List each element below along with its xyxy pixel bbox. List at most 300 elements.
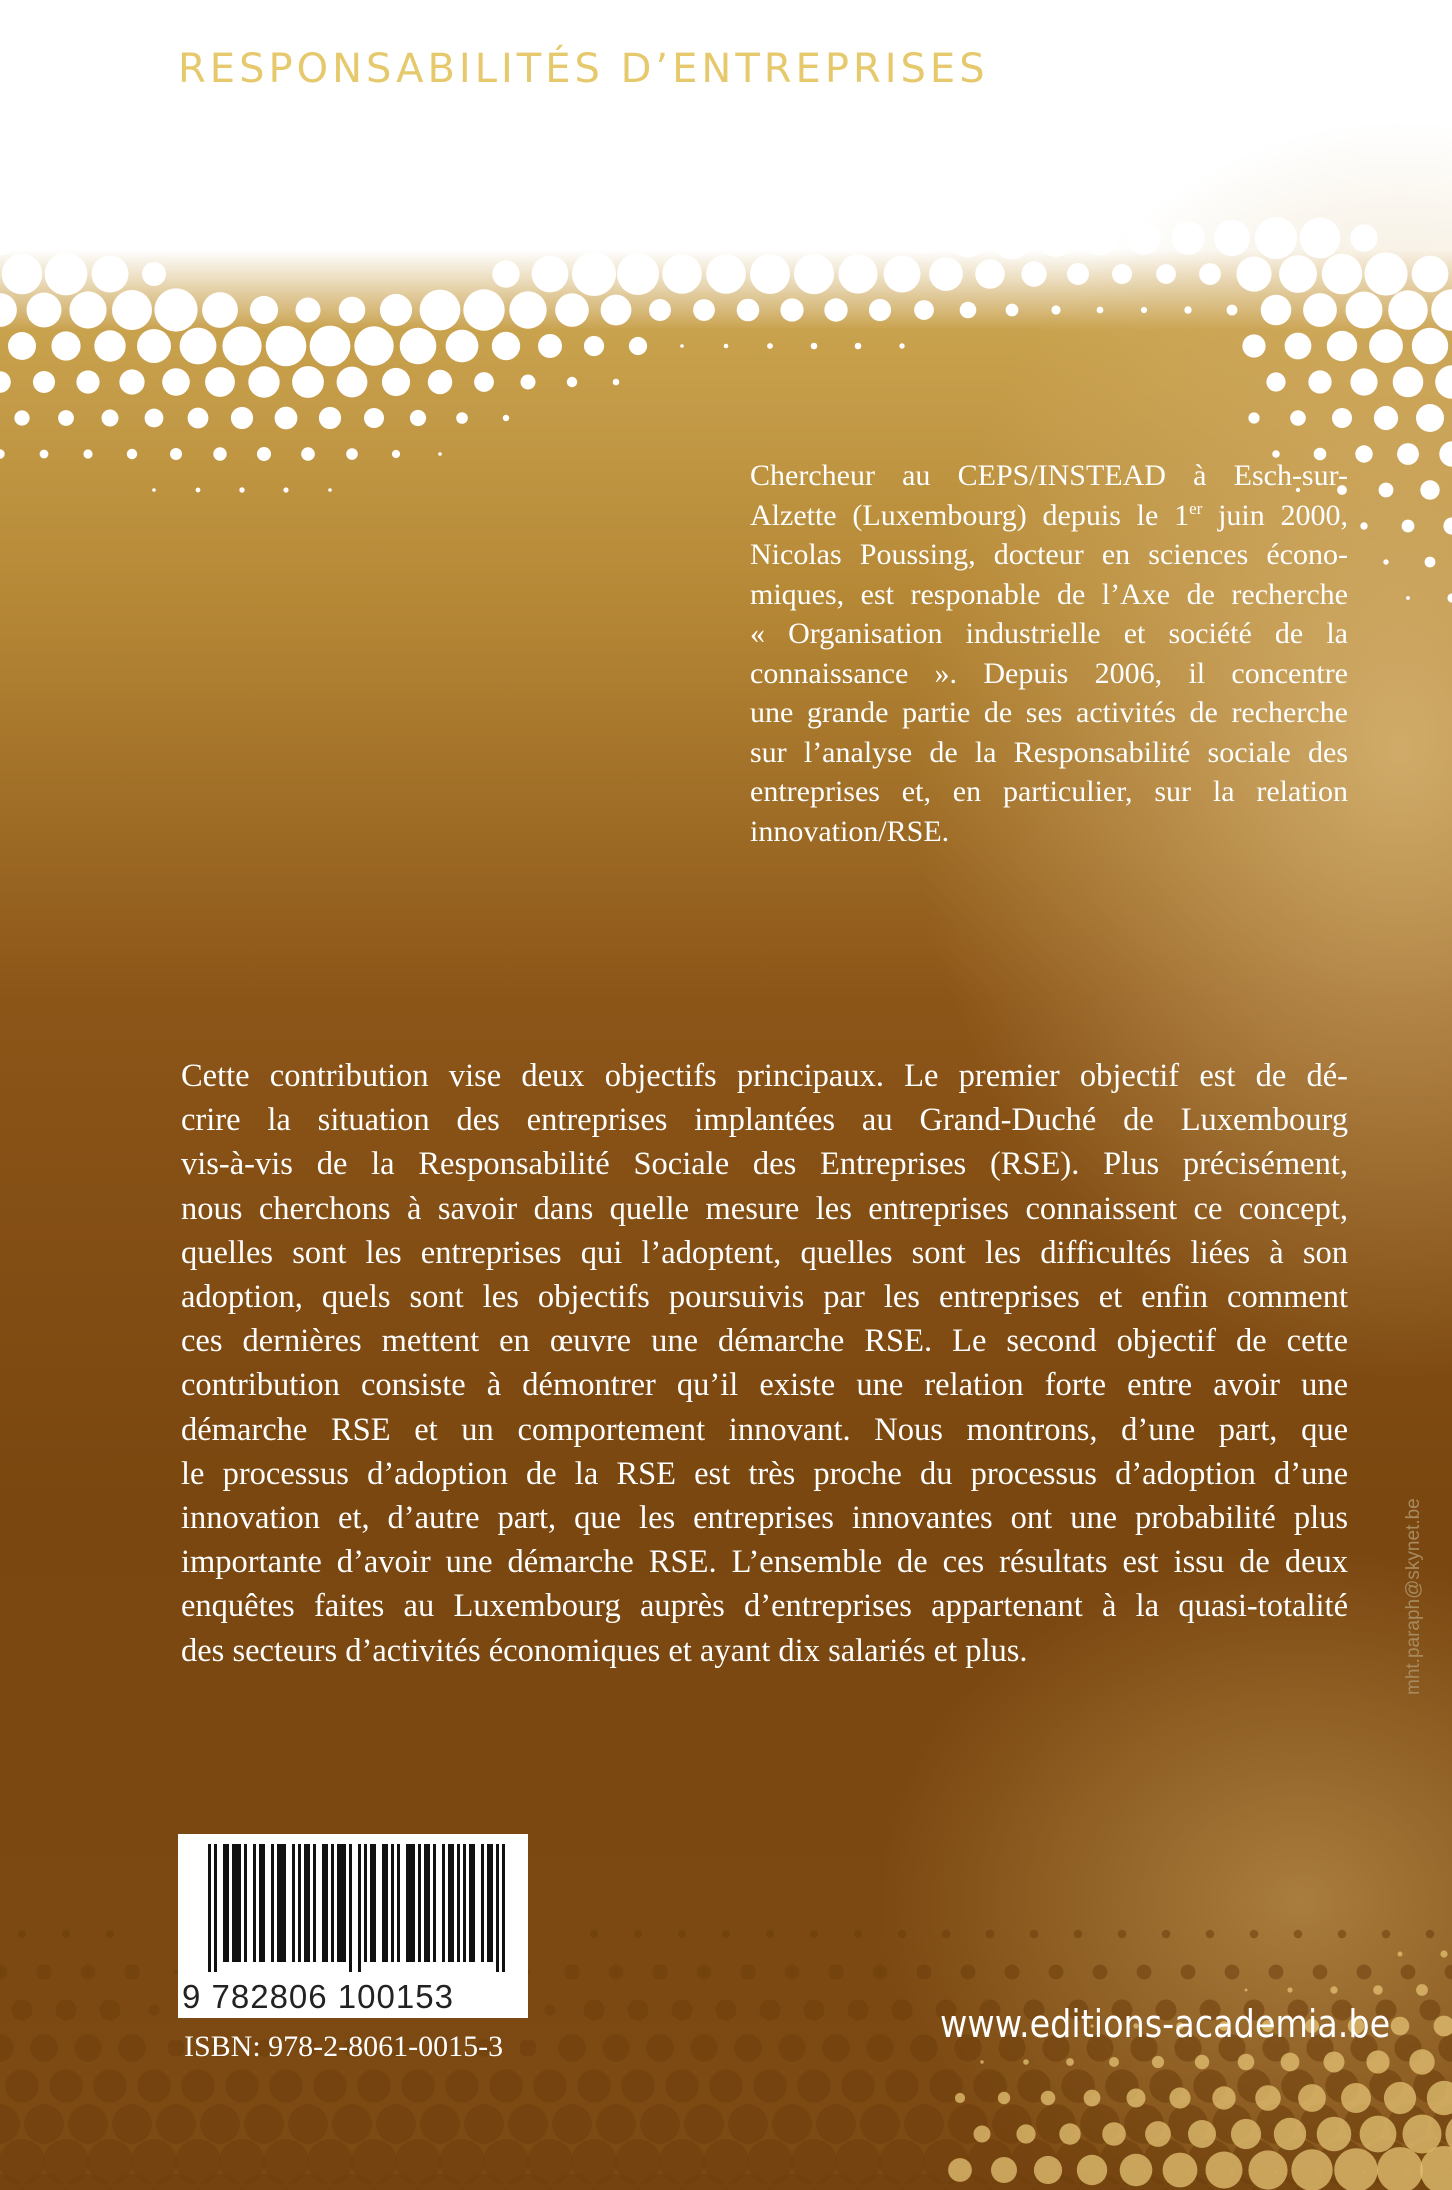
decorative-dot (100, 2000, 121, 2021)
author-bio-line (750, 535, 1348, 575)
decorative-dot (68, 2104, 108, 2144)
barcode-bar (463, 1844, 466, 1962)
decorative-dot (200, 2104, 240, 2144)
barcode-bar (496, 1844, 499, 1972)
decorative-dot (313, 2069, 346, 2102)
author-bio-text: miques, est responable de l’Axe de recherche (750, 577, 1348, 611)
summary-line: contribution consiste à démontrer qu’il existe une relation forte entre avoir une (181, 1367, 1348, 1404)
decorative-dot (49, 2069, 82, 2102)
decorative-dot (780, 298, 803, 321)
decorative-dot (0, 293, 17, 327)
decorative-dot (697, 1965, 712, 1980)
decorative-dot (741, 1965, 756, 1980)
barcode-bar (277, 1844, 280, 1962)
decorative-dot (596, 2104, 636, 2144)
decorative-dot (866, 2034, 893, 2061)
decorative-dot (1438, 2034, 1452, 2061)
decorative-dot (750, 254, 790, 294)
decorative-dot (949, 219, 987, 257)
decorative-dot (456, 412, 468, 424)
decorative-dot (1285, 333, 1312, 360)
summary-line: crire la situation des entreprises implantées au Grand-Duché de Luxembourg (181, 1102, 1348, 1139)
barcode-bar (487, 1844, 490, 1962)
decorative-dot (519, 2039, 536, 2056)
decorative-dot (1350, 368, 1377, 395)
barcode-bar (349, 1844, 352, 1972)
decorative-dot (401, 2069, 434, 2102)
decorative-dot (0, 1965, 7, 1980)
decorative-dot (92, 256, 129, 293)
decorative-dot (492, 260, 519, 287)
decorative-dot (766, 1930, 775, 1939)
decorative-dot (885, 2069, 918, 2102)
decorative-dot (1398, 1952, 1403, 1957)
decorative-dot (145, 409, 164, 428)
decorative-dot (1181, 1965, 1196, 1980)
decorative-dot (492, 332, 520, 360)
decorative-dot (156, 2104, 196, 2144)
decorative-dot (0, 371, 11, 393)
decorative-dot (1445, 1965, 1452, 1980)
decorative-dot (0, 2104, 20, 2144)
decorative-dot (339, 297, 366, 324)
decorative-dot (899, 343, 904, 348)
decorative-dot (680, 344, 684, 348)
decorative-dot (948, 2158, 972, 2182)
decorative-dot (1360, 522, 1367, 529)
decorative-dot (58, 410, 74, 426)
decorative-dot (1384, 2082, 1416, 2114)
decorative-dot (1426, 1930, 1435, 1939)
decorative-dot (829, 1965, 844, 1980)
decorative-dot (1006, 304, 1019, 317)
decorative-dot (753, 2069, 786, 2102)
decorative-dot (149, 2005, 160, 2016)
decorative-dot (45, 253, 88, 296)
decorative-dot (296, 298, 321, 323)
decorative-dot (706, 254, 746, 294)
decorative-dot (474, 372, 494, 392)
decorative-dot (310, 326, 351, 367)
decorative-dot (1291, 2149, 1332, 2190)
barcode-bar (235, 1844, 238, 1962)
barcode-bar (382, 1844, 385, 1962)
decorative-dot (552, 2104, 592, 2144)
decorative-dot (219, 2139, 265, 2185)
decorative-dot (1231, 2119, 1261, 2149)
decorative-dot (1274, 2118, 1306, 2150)
decorative-dot (1355, 445, 1372, 462)
decorative-dot (617, 253, 659, 295)
decorative-dot (1163, 2153, 1198, 2188)
decorative-dot (5, 2069, 38, 2102)
decorative-dot (791, 2139, 837, 2185)
barcode-bar (280, 1844, 283, 1962)
decorative-dot (804, 2000, 825, 2021)
decorative-dot (43, 2139, 89, 2185)
barcode-bar (343, 1844, 346, 1962)
decorative-dot (734, 2034, 761, 2061)
decorative-dot (0, 221, 17, 255)
decorative-dot (1412, 256, 1449, 293)
decorative-dot (584, 336, 604, 356)
decorative-dot (879, 2139, 925, 2185)
decorative-dot (152, 488, 156, 492)
decorative-dot (1379, 483, 1394, 498)
barcode-bar (304, 1844, 307, 1962)
decorative-dot (51, 331, 80, 360)
decorative-dot (125, 1965, 140, 1980)
author-bio-text: Alzette (Luxembourg) depuis le 1 (750, 498, 1190, 532)
decorative-dot (747, 2139, 793, 2185)
summary-line: adoption, quels sont les objectifs poursuivis par les entreprises et enfin comment (181, 1279, 1348, 1316)
decorative-dot (1109, 2057, 1119, 2067)
decorative-dot (1212, 2086, 1235, 2109)
decorative-dot (222, 326, 261, 365)
decorative-dot (1137, 1965, 1152, 1980)
decorative-dot (1097, 307, 1104, 314)
decorative-dot (87, 2139, 133, 2185)
decorative-dot (1037, 219, 1075, 257)
summary-line: ces dernières mettent en œuvre une démarche RSE. Le second objectif de cette (181, 1323, 1348, 1360)
barcode-bar (391, 1844, 394, 1962)
decorative-dot (1250, 1930, 1259, 1939)
barcode-bar (448, 1844, 451, 1962)
author-bio (750, 456, 1348, 851)
decorative-dot (12, 2000, 33, 2021)
decorative-dot (503, 415, 509, 421)
decorative-dot (1127, 221, 1160, 254)
decorative-dot (1021, 261, 1046, 286)
decorative-dot (672, 2000, 693, 2021)
barcode-bar (322, 1844, 325, 1962)
author-bio-text: « Organisation industrielle et société de la (750, 617, 1348, 650)
decorative-dot (292, 366, 324, 398)
decorative-dot (392, 450, 400, 458)
decorative-dot (1152, 2056, 1164, 2068)
decorative-dot (1195, 2055, 1209, 2069)
decorative-dot (521, 375, 536, 390)
author-bio-line (750, 575, 1348, 615)
decorative-dot (1322, 254, 1363, 295)
decorative-dot (760, 2000, 781, 2021)
decorative-dot (1016, 2124, 1035, 2143)
decorative-dot (909, 223, 940, 254)
decorative-dot (1156, 264, 1176, 284)
decorative-dot (555, 293, 589, 327)
decorative-dot (838, 254, 877, 293)
decorative-dot (998, 2092, 1010, 2104)
decorative-dot (1261, 295, 1292, 326)
barcode-bar (472, 1844, 475, 1962)
decorative-dot (590, 1930, 599, 1939)
decorative-dot (980, 2060, 983, 2063)
decorative-dot (0, 449, 5, 458)
decorative-dot (1416, 1984, 1428, 1996)
decorative-dot (914, 300, 934, 320)
decorative-dot (1308, 370, 1331, 393)
decorative-dot (848, 2000, 869, 2021)
decorative-dot (18, 1930, 27, 1939)
decorative-dot (1074, 1930, 1083, 1939)
decorative-dot (1391, 2017, 1410, 2036)
decorative-dot (1287, 1987, 1292, 1992)
author-bio-text: juin 2000, (1202, 498, 1349, 532)
decorative-dot (1120, 2154, 1153, 2187)
decorative-dot (778, 2034, 805, 2061)
decorative-dot (1416, 404, 1444, 432)
decorative-dot (346, 448, 358, 460)
decorative-dot (1412, 328, 1448, 364)
barcode-bar (271, 1844, 274, 1962)
decorative-dot (533, 2069, 566, 2102)
decorative-dot (420, 290, 461, 331)
decorative-dot (1184, 306, 1191, 313)
decorative-dot (693, 299, 715, 321)
decorative-dot (2, 254, 43, 295)
decorative-dot (1242, 334, 1265, 357)
decorative-dot (357, 2069, 390, 2102)
decorative-dot (56, 2000, 77, 2021)
author-bio-line (750, 614, 1348, 654)
decorative-dot (181, 2069, 214, 2102)
barcode-bar (298, 1844, 301, 1962)
decorative-dot (942, 1930, 951, 1939)
barcode-bar (340, 1844, 343, 1962)
decorative-dot (231, 407, 253, 429)
decorative-dot (653, 1965, 668, 1980)
decorative-dot (810, 1930, 819, 1939)
decorative-dot (225, 2069, 258, 2102)
barcode-bar (313, 1844, 316, 1962)
author-bio-line (750, 456, 1348, 496)
barcode-bar (424, 1844, 427, 1962)
decorative-dot (917, 1965, 932, 1980)
decorative-dot (1425, 557, 1436, 568)
decorative-dot (835, 2139, 881, 2185)
decorative-dot (376, 2104, 416, 2144)
decorative-dot (119, 369, 144, 394)
decorative-dot (1440, 1950, 1447, 1957)
decorative-dot (811, 343, 818, 350)
decorative-dot (167, 2039, 184, 2056)
decorative-dot (822, 2034, 849, 2061)
decorative-dot (797, 2069, 830, 2102)
decorative-dot (825, 227, 847, 249)
decorative-dot (1298, 2084, 1326, 2112)
decorative-dot (1051, 305, 1060, 314)
decorative-dot (1366, 2050, 1389, 2073)
decorative-dot (1402, 520, 1415, 533)
barcode-bar (238, 1844, 241, 1962)
decorative-dot (170, 448, 182, 460)
decorative-dot (31, 225, 57, 251)
decorative-dot (929, 257, 963, 291)
barcode-digits: 9 782806 100153 (182, 1978, 454, 2015)
decorative-dot (628, 2000, 649, 2021)
decorative-dot (1188, 2120, 1216, 2148)
decorative-dot (1077, 2155, 1107, 2185)
decorative-dot (841, 2069, 874, 2102)
decorative-dot (269, 2069, 302, 2102)
decorative-dot (380, 294, 412, 326)
decorative-dot (1364, 252, 1407, 295)
decorative-dot (275, 407, 298, 430)
decorative-dot (428, 370, 452, 394)
decorative-dot (646, 2034, 673, 2061)
decorative-dot (709, 2069, 742, 2102)
decorative-dot (571, 2139, 617, 2185)
summary-line: quelles sont les entreprises qui l’adoptent, quelles sont les difficultés liées à son (181, 1234, 1348, 1271)
decorative-dot (1145, 2121, 1171, 2147)
decorative-dot (910, 2034, 937, 2061)
barcode-bar (490, 1844, 493, 1962)
summary-line: le processus d’adoption de la RSE est très proche du processus d’adoption d’une (181, 1455, 1348, 1492)
barcode-bar (244, 1844, 247, 1962)
decorative-dot (1049, 1965, 1064, 1980)
decorative-dot (118, 2034, 145, 2061)
decorative-dot (395, 2139, 441, 2185)
author-bio-text: Nicolas Poussing, docteur en sciences écono- (750, 538, 1348, 571)
decorative-dot (1324, 2052, 1345, 2073)
decorative-dot (112, 290, 152, 330)
decorative-dot (640, 2104, 680, 2144)
decorative-dot (127, 449, 137, 459)
author-bio-line (750, 812, 1348, 852)
decorative-dot (1346, 292, 1383, 329)
decorative-dot (1206, 2152, 1243, 2189)
author-bio-line (750, 496, 1348, 536)
decorative-dot (154, 288, 197, 331)
decorative-dot (991, 217, 1033, 259)
decorative-dot (1439, 441, 1452, 466)
decorative-dot (483, 2139, 529, 2185)
decorative-dot (446, 330, 479, 363)
decorative-dot (1248, 2150, 1287, 2189)
author-bio-line (750, 654, 1348, 694)
decorative-dot (1434, 2016, 1452, 2037)
summary-line: importante d’avoir une démarche RSE. L’ensemble de ces résultats est issu de deux (181, 1544, 1348, 1581)
decorative-dot (693, 227, 715, 249)
barcode-bar (481, 1844, 484, 1962)
decorative-dot (613, 379, 620, 386)
decorative-dot (794, 254, 834, 294)
series-title: RESPONSABILITÉS D’ENTREPRISES (178, 46, 989, 92)
decorative-dot (1248, 412, 1259, 423)
decorative-dot (1162, 1930, 1171, 1939)
decorative-dot (860, 2104, 900, 2144)
decorative-dot (1313, 1965, 1328, 1980)
book-summary (181, 1054, 1348, 1673)
decorative-dot (1374, 406, 1398, 430)
decorative-dot (354, 326, 393, 365)
decorative-dot (8, 332, 36, 360)
decorative-dot (188, 408, 209, 429)
decorative-dot (634, 1930, 643, 1939)
decorative-dot (1357, 1965, 1372, 1980)
author-bio-line (750, 693, 1348, 733)
decorative-dot (629, 337, 647, 355)
decorative-dot (1369, 329, 1403, 363)
decorative-dot (724, 344, 729, 349)
decorative-dot (1403, 2115, 1442, 2154)
decorative-dot (37, 1965, 52, 1980)
decorative-dot (205, 367, 235, 397)
barcode-bar (364, 1844, 367, 1962)
decorative-dot (250, 296, 278, 324)
decorative-dot (62, 1930, 71, 1939)
decorative-dot (615, 2139, 661, 2185)
decorative-dot (131, 2139, 177, 2185)
author-bio-text: sur l’analyse de la Responsabilité sociale des (750, 735, 1348, 769)
barcode-bar (406, 1844, 409, 1962)
decorative-dot (180, 328, 217, 365)
decorative-dot (904, 2104, 944, 2144)
decorative-dot (545, 2005, 556, 2016)
decorative-dot (1214, 220, 1250, 256)
decorative-dot (1245, 1989, 1248, 1992)
decorative-dot (649, 299, 671, 321)
decorative-dot (1341, 2083, 1371, 2113)
summary-line: Cette contribution vise deux objectifs principaux. Le premier objectif est de dé- (181, 1058, 1348, 1094)
decorative-dot (307, 2139, 353, 2185)
barcode-bar (223, 1844, 226, 1962)
decorative-dot (1066, 2058, 1074, 2066)
decorative-dot (1420, 480, 1439, 499)
decorative-dot (609, 1965, 624, 1980)
barcode-bar (385, 1844, 388, 1962)
decorative-dot (14, 410, 29, 425)
decorative-dot (728, 2104, 768, 2144)
decorative-dot (94, 330, 125, 361)
decorative-dot (1401, 1965, 1416, 1980)
designer-credit-text: mht.paraph@skynet.be (1403, 1498, 1424, 1695)
barcode-bar (427, 1844, 430, 1962)
decorative-dot (0, 2034, 14, 2061)
decorative-dot (0, 2139, 45, 2185)
decorative-dot (662, 254, 702, 294)
decorative-dot (83, 449, 92, 458)
decorative-dot (1238, 2054, 1255, 2071)
decorative-dot (142, 262, 166, 286)
decorative-dot (438, 452, 442, 456)
barcode-bar (214, 1844, 217, 1972)
decorative-dot (1112, 264, 1132, 284)
barcode-bar (331, 1844, 334, 1962)
decorative-dot (93, 2069, 126, 2102)
decorative-dot (1338, 1930, 1347, 1939)
decorative-dot (102, 410, 119, 427)
decorative-dot (27, 293, 62, 328)
decorative-dot (400, 328, 437, 365)
decorative-dot (665, 2069, 698, 2102)
decorative-dot (364, 408, 384, 428)
decorative-dot (137, 329, 171, 363)
barcode-bar (418, 1844, 421, 1962)
decorative-dot (854, 1930, 863, 1939)
decorative-dot (684, 2104, 724, 2144)
summary-line: démarche RSE et un comportement innovant. Nous montrons, d’une part, que (181, 1411, 1348, 1448)
decorative-dot (1350, 224, 1377, 251)
decorative-dot (1041, 2091, 1056, 2106)
decorative-dot (248, 366, 279, 397)
publisher-website[interactable]: www.editions-academia.be (940, 2002, 1391, 2046)
decorative-dot (1030, 1930, 1039, 1939)
decorative-dot (382, 368, 410, 396)
decorative-dot (1102, 2122, 1126, 2146)
decorative-dot (1303, 293, 1337, 327)
decorative-dot (824, 298, 847, 321)
